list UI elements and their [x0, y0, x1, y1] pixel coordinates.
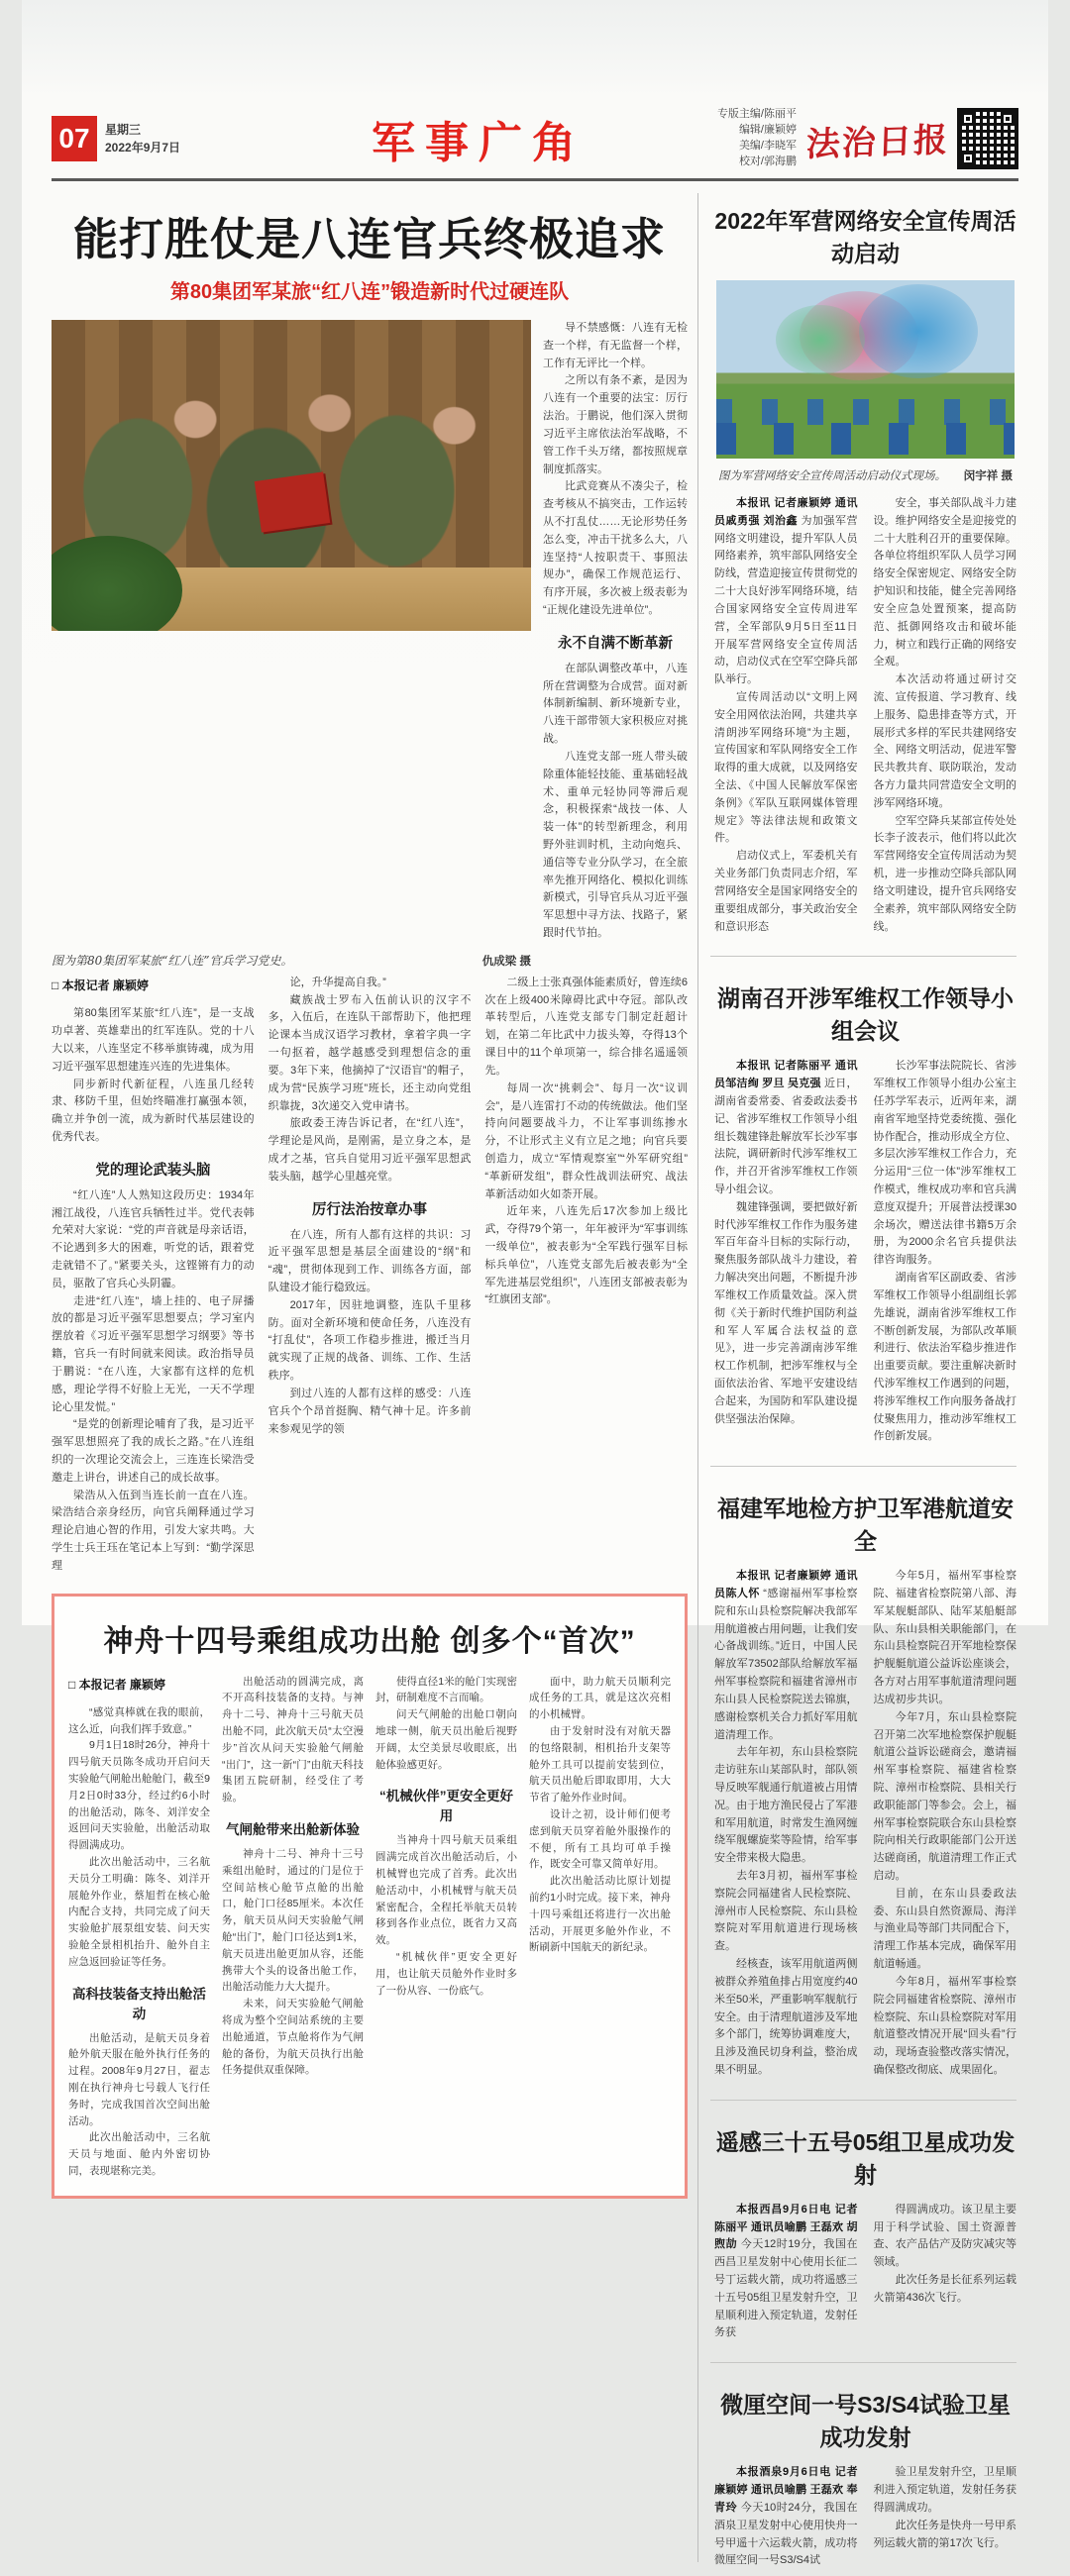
article-paragraph: 本次活动将通过研讨交流、宣传报道、学习教育、线上服务、隐患排查等方式，开展形式多样的军民共建网络安全、网络文明活动，促进军警民共教共育、联防联治，发动各方力量共同营造安全文明的涉军网络环境。	[873, 673, 1016, 809]
fujian-column-2	[874, 1568, 1017, 2080]
article-paragraph: 安全，事关部队战斗力建设。维护网络安全是迎接党的二十大胜利召开的重要保障。各单位将组织军队人员学习网络安全保密规定、网络安全防护知识和技能，健全完善网络安全应急处置预案，提高防范、抵御网络攻击和破坏能力，树立和践行正确的网络安全观。	[873, 497, 1016, 669]
article-subhead: 永不自满不断革新	[558, 635, 673, 652]
article-paragraph: 此次任务是快舟一号甲系列运载火箭的第17次飞行。	[873, 2519, 1016, 2549]
shenzhou-column-4	[529, 1674, 671, 2180]
shenzhou-article-box	[52, 1594, 688, 2199]
sidebar-article-fujian-channel	[708, 1469, 1018, 2086]
article-paragraph: 在部队调整改革中，八连所在营调整为合成营。面对新体制新编制、新环境新专业，八连干部带领大家积极应对挑战。	[543, 662, 688, 746]
main-article-side-column	[543, 320, 688, 943]
credit-chief-editor: 专版主编/陈丽平	[716, 108, 797, 121]
article-paragraph: 论，升华提高自我。”	[289, 976, 386, 988]
article-paragraph: 经核查，该军用航道两侧被群众养殖鱼排占用宽度约40米至50米，严重影响军舰航行安全。由于清理航道涉及军地多个部门，统筹协调难度大，且涉及渔民切身利益，整治成果不明显。	[714, 1958, 858, 2076]
shenzhou-column-3	[375, 1674, 517, 2180]
article-subhead: 高科技装备支持出舱活动	[72, 1986, 206, 2021]
article-paragraph: “感觉真棒就在我的眼前，这么近，向我们挥手致意。”	[68, 1705, 210, 1735]
fujian-headline: 福建军地检方护卫军港航道安全	[717, 1495, 1014, 1555]
hunan-column-2	[874, 1058, 1017, 1446]
main-article-body	[52, 975, 688, 1576]
article-paragraph: 目前，在东山县委政法委、东山县自然资源局、海洋与渔业局等部门共同配合下，清理工作基本完成，确保军用航道畅通。	[873, 1887, 1016, 1971]
article-paragraph: 验卫星发射升空，卫星顺利进入预定轨道，发射任务获得圆满成功。	[873, 2466, 1016, 2514]
article-paragraph: 本报西昌9月6日电 记者陈丽平 通讯员喻鹏 王磊欢 胡煦劼 今天12时19分，我国在西昌卫星发射中心使用长征二号丁运载火箭，成功将遥感三十五号05组卫星发射升空，卫星顺利进入预定轨道，发射任务获	[714, 2203, 858, 2339]
credit-art-editor: 美编/李晓军	[738, 140, 797, 152]
article-paragraph: 2017年，因驻地调整，连队千里移防。面对全新环境和使命任务，八连没有“打乱仗”，各项工作稳步推进，搬迁当月就实现了正规的战备、训练、工作、生活秩序。	[268, 1298, 472, 1383]
article-paragraph: 八连党支部一班人带头破除重体能轻技能、重基础轻战术、重单元轻协同等滞后观念，积极探索“战技一体、人装一体”的转型新理念，利用野外驻训时机，主动向炮兵、通信等专业分队学习，在全旅率先推开网络化、模拟化训练新模式，引导官兵从习近平强军思想中寻方法、找路子，紧跟时代节拍。	[543, 750, 688, 939]
main-headline: 能打胜仗是八连官兵终极追求	[72, 214, 666, 264]
article-paragraph: 同步新时代新征程，八连虽几经转隶、移防千里，但始终瞄准打赢强本领，确立并争创一流，成为新时代基层建设的优秀代表。	[52, 1078, 255, 1143]
article-paragraph: 二级上士张真强体能素质好，曾连续6次在上级400米障碍比武中夺冠。部队改革转型后，八连党支部专门制定赶超计划，在第二年比武中力拔头筹，夺得13个课目中的11个单项第一，综合排名遥遥领先。	[484, 976, 689, 1077]
main-subtitle: 第80集团军某旅“红八连”锻造新时代过硬连队	[169, 281, 570, 303]
article-paragraph: 旅政委王涛告诉记者，在“红八连”，学理论是风尚，是刚需，是立身之本，是成才之基，官兵自觉用习近平强军思想武装头脑，越学心里越亮堂。	[268, 1117, 472, 1183]
article-paragraph: 此次出舱活动比原计划提前约1小时完成。接下来，神舟十四号乘组还将进行一次出舱活动，开展更多舱外作业，不断刷新中国航天的新纪录。	[529, 1875, 671, 1954]
article-paragraph: 到过八连的人都有这样的感受：八连官兵个个昂首挺胸、精气神十足。许多前来参观见学的领	[268, 1387, 472, 1435]
editor-credits	[717, 107, 797, 170]
article-paragraph: 此次出舱活动中，三名航天员与地面、舱内外密切协同，表现堪称完美。	[68, 2131, 210, 2177]
article-paragraph: 去年3月初，福州军事检察院会同福建省人民检察院、漳州市人民检察院、东山县检察院对军用航道进行现场核查。	[714, 1870, 858, 1953]
article-paragraph: 9月1日18时26分，神舟十四号航天员陈冬成功开启问天实验舱气闸舱出舱舱门，截至9月2日0时33分，经过约6小时的出舱活动，陈冬、刘洋安全返回问天实验舱，出舱活动取得圆满成功。	[68, 1739, 210, 1852]
weili-column-1	[714, 2464, 858, 2570]
article-paragraph: 藏族战士罗布入伍前认识的汉字不多，入伍后，在连队干部帮助下，他把理论课本当成汉语学习教材，拿着字典一字一句抠着，越学越感受到理想信念的重要。3年下来，他摘掉了“汉语盲”的帽子，成为营“民族学习班”班长，还主动向党组织靠拢，3次递交入党申请书。	[268, 993, 472, 1112]
article-paragraph: 宣传周活动以“文明上网安全用网依法治网，共建共享清朗涉军网络环境”为主题，宣传国家和军队网络安全工作取得的重大成就，以及网络安全法、《中国人民解放军保密条例》《军队互联网媒体管理规定》等法律法规和政策文件。	[714, 690, 858, 845]
article-paragraph: 走进“红八连”，墙上挂的、电子屏播放的都是习近平强军思想要点；学习室内摆放着《习近平强军思想学习纲要》等书籍，官兵一有时间就来阅读。政治指导员于鹏说：“在八连，大家都有这样的危机感，理论学得不好脸上无光，一天不学理论心里发慌。”	[52, 1294, 255, 1413]
article-paragraph: 在八连，所有人都有这样的共识：习近平强军思想是基层全面建设的“纲”和“魂”，贯彻体现到工作、训练各方面，部队建设才能行稳致远。	[268, 1228, 472, 1293]
article-paragraph: 由于发射时没有对航天器的包络限制，相机抬升支架等舱外工具可以提前安装到位，航天员出舱后即取即用，大大节省了舱外作业时间。	[529, 1725, 671, 1804]
weili-headline: 微厘空间一号S3/S4试验卫星成功发射	[720, 2392, 1011, 2451]
yaogan-column-1	[714, 2202, 858, 2343]
page-header	[52, 107, 1018, 170]
page-number-badge: 07	[52, 116, 97, 161]
shenzhou-headline: 神舟十四号乘组成功出舱 创多个“首次”	[103, 1624, 636, 1658]
section-title: 军事广角	[371, 119, 586, 167]
cyber-week-column-1	[714, 495, 858, 936]
article-paragraph: 神舟十二号、神舟十三号乘组出舱时，通过的门是位于空间站核心舱节点舱的出舱口，舱门口径85厘米。本次任务，航天员从问天实验舱气闸舱“出门”，舱门口径达到1米，航天员进出舱更加从容，还能携带大个头的设备出舱工作，出舱活动能力大大提升。	[222, 1848, 364, 1994]
sidebar	[708, 181, 1018, 2576]
article-paragraph: 第80集团军某旅“红八连”，是一支战功卓著、英雄辈出的红军连队。党的十八大以来，八连坚定不移举旗铸魂，成为用习近平强军思想建连兴连的先进集体。	[52, 1007, 255, 1073]
photo-smoke-green	[776, 305, 865, 374]
yaogan-column-2	[874, 2202, 1017, 2343]
cyber-week-photo	[716, 280, 1015, 459]
hunan-column-1	[714, 1058, 858, 1446]
article-paragraph: 本报讯 记者廉颖婷 通讯员戚勇强 刘治鑫 为加强军营网络文明建设，提升军队人员网络素养，筑牢部队网络安全防线，营造迎接宣传贯彻党的二十大良好涉军网络环境，结合国家网络安全宣传周进军营，全军部队9月5日至11日开展军营网络安全宣传周活动，启动仪式在空军空降兵部队举行。	[714, 497, 858, 686]
masthead-logo: 法治日报	[805, 119, 950, 164]
sidebar-divider	[710, 2100, 1016, 2101]
article-paragraph: “红八连”人人熟知这段历史：1934年湘江战役，八连官兵牺牲过半。党代表韩允荣对大家说：“党的声音就是母亲话语，不论遇到多大的困难，听党的话，跟着党走就错不了。”紧要关头，这铿锵有力的动员，驱散了官兵心头阴霾。	[52, 1188, 255, 1289]
article-paragraph: 去年年初，东山县检察院走访驻东山某部队时，部队领导反映军舰通行航道被占用情况。由于地方渔民侵占了军港和军用航道，时常发生渔网缠绕军舰螺旋桨等险情，给军事安全带来极大隐患。	[714, 1746, 858, 1865]
article-paragraph: 出舱活动，是航天员身着舱外航天服在舱外执行任务的过程。2008年9月27日，翟志刚在执行神舟七号载人飞行任务时，完成我国首次空间出舱活动。	[68, 2031, 210, 2127]
main-photo-credit: 仇成梁 摄	[482, 955, 531, 968]
article-paragraph: 启动仪式上，军委机关有关业务部门负责同志介绍，军营网络安全是国家网络安全的重要组成部分，事关政治安全和意识形态	[714, 850, 858, 933]
main-article-photo	[52, 320, 531, 631]
article-subhead: 厉行法治按章办事	[312, 1201, 427, 1218]
article-paragraph: 此次任务是长征系列运载火箭第436次飞行。	[873, 2274, 1016, 2304]
article-paragraph: 导不禁感慨：八连有无检查一个样，有无监督一个样，工作有无评比一个样。	[543, 322, 688, 369]
article-paragraph: 今年8月，福州军事检察院会同福建省检察院、漳州市检察院、东山县检察院对军用航道整改情况开展“回头看”行动，现场查验整改落实情况，确保整改彻底、成果固化。	[873, 1975, 1016, 2076]
main-article-column-3	[484, 975, 688, 1576]
sidebar-article-cyber-week	[708, 181, 1018, 942]
article-paragraph: 空军空降兵某部宣传处处长李子波表示，他们将以此次军营网络安全宣传周活动为契机，进一步推动空降兵部队网络文明建设，提升官兵网络安全素养，筑牢部队网络安全防线。	[873, 814, 1016, 933]
article-paragraph: 比武竞赛从不凑尖子，检查考核从不搞突击，工作运转从不打乱仗……无论形势任务怎么变，冲击干扰多么大，八连坚持“人按职责干、事照法规办”，确保工作规范运行、有序开展，多次被上级表彰为“正规化建设先进单位”。	[543, 480, 688, 616]
photo-red-book	[255, 471, 331, 532]
article-paragraph: 近年来，八连先后17次参加上级比武，夺得79个第一，年年被评为“军事训练一级单位”，被表彰为“全军践行强军目标标兵单位”，八连党支部先后被表彰为“全军先进基层党组织”，八连团支部被表彰为“红旗团支部”。	[484, 1205, 689, 1306]
article-paragraph: 今年5月，福州军事检察院、福建省检察院第八部、海军某舰艇部队、陆军某船艇部队、东山县相关职能部门，在东山县检察院召开军地检察保护舰艇航道公益诉讼座谈会，各方对占用军事航道清理问题达成初步共识。	[873, 1570, 1016, 1705]
article-subhead: 党的理论武装头脑	[95, 1162, 211, 1179]
main-photo-caption: 图为第80集团军某旅“红八连”官兵学习党史。	[52, 953, 293, 968]
article-paragraph: “机械伙伴”更安全更好用，也让航天员舱外作业时多了一份从容、一份底气。	[375, 1950, 517, 1997]
article-paragraph: 此次出舱活动中，三名航天员分工明确：陈冬、刘洋开展舱外作业，蔡旭哲在核心舱内配合支持，共同完成了问天实验舱扩展泵组安装、问天实验舱全景相机抬升、舱外自主应急返回验证等任务。	[68, 1855, 210, 1968]
article-paragraph: 未来，问天实验舱气闸舱将成为整个空间站系统的主要出舱通道，节点舱将作为气闸舱的备份，为航天员执行出舱任务提供双重保障。	[222, 1998, 364, 2077]
newspaper-page	[22, 0, 1048, 2567]
article-paragraph: 魏建锋强调，要把做好新时代涉军维权工作作为服务建军百年奋斗目标的实际行动，聚焦服务部队战斗力建设，着力解决突出问题，不断提升涉军维权工作质量效益。深入贯彻《关于新时代维护国防利益和军人军属合法权益的意见》，进一步完善湖南涉军维权工作机制，把涉军维权与全面依法治省、军地平安建设结合起来，为国防和军队建设提供坚强法治保障。	[714, 1200, 858, 1425]
article-paragraph: 本报酒泉9月6日电 记者廉颖婷 通讯员喻鹏 王磊欢 奉青玲 今天10时24分，我国在酒泉卫星发射中心使用快舟一号甲遥十六运载火箭，成功将微厘空间一号S3/S4试	[714, 2466, 858, 2567]
article-paragraph: 长沙军事法院院长、省涉军维权工作领导小组办公室主任苏学军表示，近两年来，湖南省军地坚持党委统揽、强化协作配合，推动形成全方位、多层次涉军维权工作合力，充分运用“三位一体”涉军维权工作模式，维权成功率和官兵满意度双提升；开展普法授课30余场次，赠送法律书籍5万余册，为2000余名官兵提供法律咨询服务。	[873, 1060, 1016, 1267]
article-paragraph: 梁浩从入伍到当连长前一直在八连。梁浩结合亲身经历，向官兵阐释通过学习理论启迪心智的作用，引发大家共鸣。大学生士兵王珏在笔记本上写到：“勤学深思理	[52, 1489, 255, 1572]
hunan-headline: 湖南召开涉军维权工作领导小组会议	[717, 985, 1014, 1045]
article-paragraph: 当神舟十四号航天员乘组圆满完成首次出舱活动后，小机械臂也完成了首秀。此次出舱活动中，小机械臂与航天员紧密配合，全程托举航天员转移到各作业点位，既省力又高效。	[375, 1834, 517, 1947]
article-paragraph: 本报讯 记者陈丽平 通讯员邹洁绚 罗旦 吴克强 近日，湖南省委常委、省委政法委书记、省涉军维权工作领导小组组长魏建锋赴解放军长沙军事法院，调研新时代涉军维权工作，并召开省涉军维权工作领导小组会议。	[714, 1060, 858, 1195]
sidebar-divider	[710, 956, 1016, 957]
main-article	[52, 181, 688, 2576]
date-label: 2022年9月7日	[105, 141, 181, 155]
sidebar-divider	[710, 2362, 1016, 2363]
photo-plant	[52, 536, 182, 631]
article-byline: □ 本报记者 廉颖婷	[68, 1677, 165, 1692]
article-paragraph: 问天气闸舱的出舱口朝向地球一侧，航天员出舱后视野开阔，太空美景尽收眼底，出舱体验感更好。	[375, 1708, 517, 1771]
article-subhead: 气闸舱带来出舱新体验	[226, 1822, 360, 1837]
weili-column-2	[874, 2464, 1017, 2570]
shenzhou-column-2	[222, 1674, 364, 2180]
sidebar-article-hunan-meeting	[708, 959, 1018, 1452]
article-paragraph: 得圆满成功。该卫星主要用于科学试验、国土资源普查、农产品估产及防灾减灾等领域。	[873, 2203, 1016, 2269]
shenzhou-article-body	[68, 1674, 671, 2180]
article-paragraph: 使得直径1米的舱门实现密封，研制难度不言而喻。	[375, 1675, 517, 1704]
photo-podium-row	[716, 399, 1015, 425]
byline-bold: 本报讯 记者廉颖婷 通讯员陈人怀	[714, 1570, 858, 1599]
photo-smoke-blue	[859, 284, 978, 378]
article-paragraph: 本报讯 记者廉颖婷 通讯员陈人怀 “感谢福州军事检察院和东山县检察院解决我部军用航道被占用问题，让我们安心备战训练。”近日，中国人民解放军73502部队给解放军福州军事检察院和福建省漳州市东山县人民检察院送去锦旗，感谢检察机关合力抓好军用航道清理工作。	[714, 1570, 858, 1741]
byline-bold: 本报西昌9月6日电 记者陈丽平 通讯员喻鹏 王磊欢 胡煦劼	[714, 2203, 858, 2251]
cyber-week-column-2	[874, 495, 1017, 936]
article-paragraph: 今年7月，东山县检察院召开第二次军地检察保护舰艇航道公益诉讼磋商会，邀请福州军事检察院、福建省检察院、漳州市检察院、县相关行政职能部门等参会。会上，福州军事检察院联合东山县检察院向相关行政职能部门公开送达磋商函，航道清理工作正式启动。	[873, 1710, 1016, 1882]
main-article-column-1	[52, 975, 255, 1576]
sidebar-article-yaogan-launch	[708, 2103, 1018, 2349]
date-block	[105, 121, 180, 156]
article-paragraph: 面中，助力航天员顺利完成任务的工具，就是这次亮相的小机械臂。	[529, 1675, 671, 1721]
article-paragraph: 出舱活动的圆满完成，离不开高科技装备的支持。与神舟十二号、神舟十三号航天员出舱不同，此次航天员“太空漫步”首次从问天实验舱气闸舱“出门”，这一新“门”由航天科技集团五院研制，经受住了考验。	[222, 1675, 364, 1804]
column-divider	[697, 193, 698, 2562]
cyber-week-photo-caption: 图为军营网络安全宣传周活动启动仪式现场。	[718, 468, 946, 482]
byline-bold: 本报酒泉9月6日电 记者廉颖婷 通讯员喻鹏 王磊欢 奉青玲	[714, 2466, 858, 2514]
credit-editor: 编辑/廉颖婷	[738, 124, 797, 137]
article-paragraph: “是党的创新理论哺育了我，是习近平强军思想照亮了我的成长之路。”在八连组织的一次理论交流会上，三连连长梁浩受邀走上讲台，讲述自己的成长故事。	[52, 1418, 255, 1484]
main-article-column-2	[268, 975, 472, 1576]
cyber-week-photo-credit: 闵宇祥 摄	[963, 470, 1013, 482]
article-paragraph: 每周一次“挑刺会”、每月一次“议训会”，是八连雷打不动的传统做法。他们坚持向问题要战斗力，不让军事训练掺水分，不让形式主义有立足之地；向官兵要创造力，成立“军情观察室”“外军研究组”“革新研发组”，群众性战训法研究、战法革新活动如火如荼开展。	[484, 1082, 689, 1200]
shenzhou-column-1	[68, 1674, 210, 2180]
fujian-column-1	[714, 1568, 858, 2080]
yaogan-headline: 遥感三十五号05组卫星成功发射	[715, 2128, 1016, 2188]
article-paragraph: 之所以有条不紊，是因为八连有一个重要的法宝：厉行法治。于鹏说，他们深入贯彻习近平主席依法治军战略，不管工作千头万绪，都按照规章制度抓落实。	[543, 374, 688, 475]
photo-podium-row-front	[716, 423, 1015, 455]
article-byline: □ 本报记者 廉颖婷	[52, 978, 149, 992]
sidebar-divider	[710, 1466, 1016, 1467]
weekday-label: 星期三	[105, 123, 142, 137]
credit-proofreader: 校对/郭海鹏	[738, 155, 797, 167]
sidebar-article-weili-launch	[708, 2365, 1018, 2576]
article-paragraph: 设计之初，设计师们便考虑到航天员穿着舱外服操作的不便，所有工具均可单手操作，既安全可靠又简单好用。	[529, 1808, 671, 1871]
byline-bold: 本报讯 记者陈丽平 通讯员邹洁绚 罗旦 吴克强	[714, 1060, 858, 1090]
byline-bold: 本报讯 记者廉颖婷 通讯员戚勇强 刘治鑫	[714, 497, 858, 527]
qr-code-icon	[957, 108, 1018, 169]
cyber-week-headline: 2022年军营网络安全宣传周活动启动	[714, 208, 1016, 266]
article-subhead: “机械伙伴”更安全更好用	[379, 1789, 513, 1824]
article-paragraph: 湖南省军区副政委、省涉军维权工作领导小组副组长郭先雄说，湖南省涉军维权工作不断创新发展，为部队改革顺利进行、依法治军稳步推进作出重要贡献。要注重解决新时代涉军维权工作遇到的问题，将涉军维权工作向服务备战打仗聚焦用力，推动涉军维权工作创新发展。	[873, 1272, 1016, 1443]
